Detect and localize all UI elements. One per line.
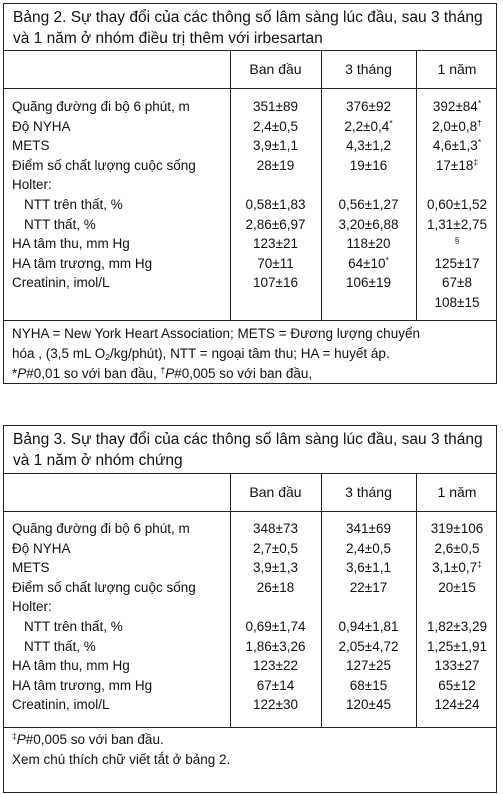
cell-1-year: 3,1±0,7‡: [432, 559, 482, 576]
row-label: METS: [12, 138, 50, 154]
column-header-3-months: 3 tháng: [345, 484, 392, 500]
note-line: ‡P#0,005 so với ban đầu.: [12, 731, 164, 747]
table-row: [4, 156, 496, 176]
table-row: [4, 117, 496, 137]
table-row: [4, 617, 496, 637]
cell-baseline: 107±16: [253, 275, 298, 291]
cell-baseline: 67±14: [256, 677, 295, 693]
table-row: [4, 597, 496, 617]
column-header-baseline: Ban đầu: [249, 61, 302, 77]
table-row: [4, 273, 496, 293]
cell-1-year: 1,82±3,29: [427, 619, 487, 634]
cell-baseline: 0,58±1,83: [245, 197, 306, 212]
header-divider: [4, 511, 496, 512]
cell-3-months: 341±69: [346, 521, 391, 536]
note-line: hóa , (3,5 mL $O_2/kg/phút$), NTT = ngoại tâm thu; HA = huyết áp.: [12, 346, 390, 362]
cell-1-year: 2,6±0,5: [434, 540, 480, 556]
cell-1-year: 4,6±1,3*: [432, 137, 482, 154]
table-row: [4, 195, 496, 215]
table-row: [4, 175, 496, 195]
cell-3-months: 19±16: [349, 157, 388, 173]
cell-1-year: 133±27: [434, 658, 480, 674]
cell-baseline: 123±21: [253, 236, 298, 252]
cell-baseline: 123±22: [253, 658, 298, 674]
cell-1-year: 0,60±1,52: [427, 197, 487, 212]
table-row: [4, 136, 496, 156]
cell-baseline: 2,86±6,97: [245, 216, 306, 232]
row-label: NTT thất, %: [24, 638, 96, 654]
cell-3-months: 68±15: [349, 677, 388, 693]
cell-baseline: 348±73: [253, 521, 298, 536]
table-row: [4, 656, 496, 676]
row-label: Quãng đường đi bộ 6 phút, m: [12, 99, 190, 114]
row-label: Creatinin, imol/L: [12, 275, 110, 291]
row-label: HA tâm trương, mm Hg: [12, 255, 153, 271]
cell-3-months: 0,94±1,81: [338, 619, 399, 634]
note-line: Xem chú thích chữ viết tắt ở bảng 2.: [12, 752, 231, 767]
cell-3-months: 0,56±1,27: [338, 197, 399, 212]
table-3-title: Bảng 3. Sự thay đổi của các thông số lâm sàng lúc đầu, sau 3 tháng và 1 năm ở nhóm chứng: [13, 431, 483, 469]
row-label: HA tâm thu, mm Hg: [12, 658, 130, 674]
row-label: Creatinin, imol/L: [12, 697, 110, 713]
cell-baseline: 0,69±1,74: [245, 619, 306, 634]
row-label: METS: [12, 560, 50, 576]
cell-1-year: §: [454, 235, 460, 246]
cell-baseline: 3,9±1,3: [253, 560, 298, 576]
cell-3-months: 2,05±4,72: [338, 638, 399, 654]
cell-baseline: 2,7±0,5: [253, 540, 298, 556]
cell-3-months: 64±10*: [348, 254, 389, 271]
table-row: [4, 234, 496, 254]
row-label: NTT trên thất, %: [24, 619, 123, 634]
row-label: Độ NYHA: [12, 118, 71, 134]
cell-1-year: 2,0±0,8†: [432, 117, 482, 134]
cell-3-months: 376±92: [346, 99, 391, 114]
cell-3-months: 127±25: [346, 658, 391, 674]
row-label: Điểm số chất lượng cuộc sống: [12, 157, 196, 173]
cell-baseline: 3,9±1,1: [253, 138, 298, 154]
cell-1-year-extra: 108±15: [434, 295, 480, 310]
cell-1-year: 392±84*: [432, 98, 482, 114]
cell-3-months: 22±17: [349, 579, 388, 595]
cell-1-year: 319±106: [430, 521, 484, 536]
cell-3-months: 3,20±6,88: [338, 216, 399, 232]
table-row: [4, 97, 496, 117]
table-row: [4, 539, 496, 559]
table-row: [4, 695, 496, 715]
column-header-1-year: 1 năm: [437, 484, 477, 500]
row-label: Độ NYHA: [12, 540, 71, 556]
table-2-title: Bảng 2. Sự thay đổi của các thông số lâm sàng lúc đầu, sau 3 tháng và 1 năm ở nhóm điều trị thêm với irbesartan: [13, 9, 483, 47]
cell-1-year: 67±8: [442, 275, 472, 291]
row-label: Holter:: [12, 177, 52, 193]
table-2: [3, 3, 497, 384]
cell-3-months: 4,3±1,2: [346, 138, 391, 154]
cell-baseline: 2,4±0,5: [253, 118, 298, 134]
cell-baseline: 351±89: [253, 99, 298, 114]
column-header-3-months: 3 tháng: [345, 61, 392, 77]
table-row: [4, 215, 496, 235]
row-label: Quãng đường đi bộ 6 phút, m: [12, 521, 190, 536]
cell-3-months: 120±45: [346, 697, 391, 713]
cell-baseline: 26±18: [256, 579, 295, 595]
table-row: [4, 254, 496, 274]
row-label: Holter:: [12, 599, 52, 615]
row-label: NTT thất, %: [24, 216, 96, 232]
cell-1-year: 65±12: [438, 677, 476, 693]
cell-1-year: 1,31±2,75: [427, 216, 487, 232]
cell-3-months: 106±19: [346, 275, 391, 291]
cell-3-months: 3,6±1,1: [346, 560, 391, 576]
note-line: NYHA = New York Heart Association; METS = Đương lượng chuyển: [12, 326, 420, 341]
table-3: [3, 425, 497, 793]
table-row: [4, 676, 496, 696]
cell-1-year: 124±24: [434, 697, 480, 713]
cell-baseline: 70±11: [257, 255, 294, 271]
note-line: *P#0,01 so với ban đầu, †P#0,005 so với ban đầu,: [12, 365, 313, 381]
cell-1-year: 17±18‡: [435, 156, 479, 173]
row-label: NTT trên thất, %: [24, 197, 123, 212]
row-label: Điểm số chất lượng cuộc sống: [12, 579, 196, 595]
table-row: [4, 637, 496, 657]
cell-3-months: 2,4±0,5: [346, 540, 391, 556]
row-label: HA tâm thu, mm Hg: [12, 236, 130, 252]
table-2-grid: [4, 50, 496, 321]
cell-3-months: 2,2±0,4*: [344, 117, 393, 134]
column-header-1-year: 1 năm: [437, 61, 477, 77]
cell-baseline: 28±19: [256, 157, 295, 173]
column-header-baseline: Ban đầu: [249, 484, 302, 500]
table-row: [4, 558, 496, 578]
cell-1-year: 1,25±1,91: [427, 638, 487, 654]
cell-3-months: 118±20: [346, 236, 391, 252]
table-2-notes: [12, 324, 490, 384]
table-row: [4, 578, 496, 598]
row-label: HA tâm trương, mm Hg: [12, 677, 153, 693]
cell-1-year: 125±17: [434, 255, 480, 271]
table-row: [4, 519, 496, 539]
cell-baseline: 122±30: [253, 697, 298, 713]
header-divider: [4, 88, 496, 89]
table-3-grid: [4, 473, 496, 728]
table-3-notes: [12, 730, 490, 770]
cell-baseline: 1,86±3,26: [245, 638, 306, 654]
cell-1-year: 20±15: [438, 579, 476, 595]
